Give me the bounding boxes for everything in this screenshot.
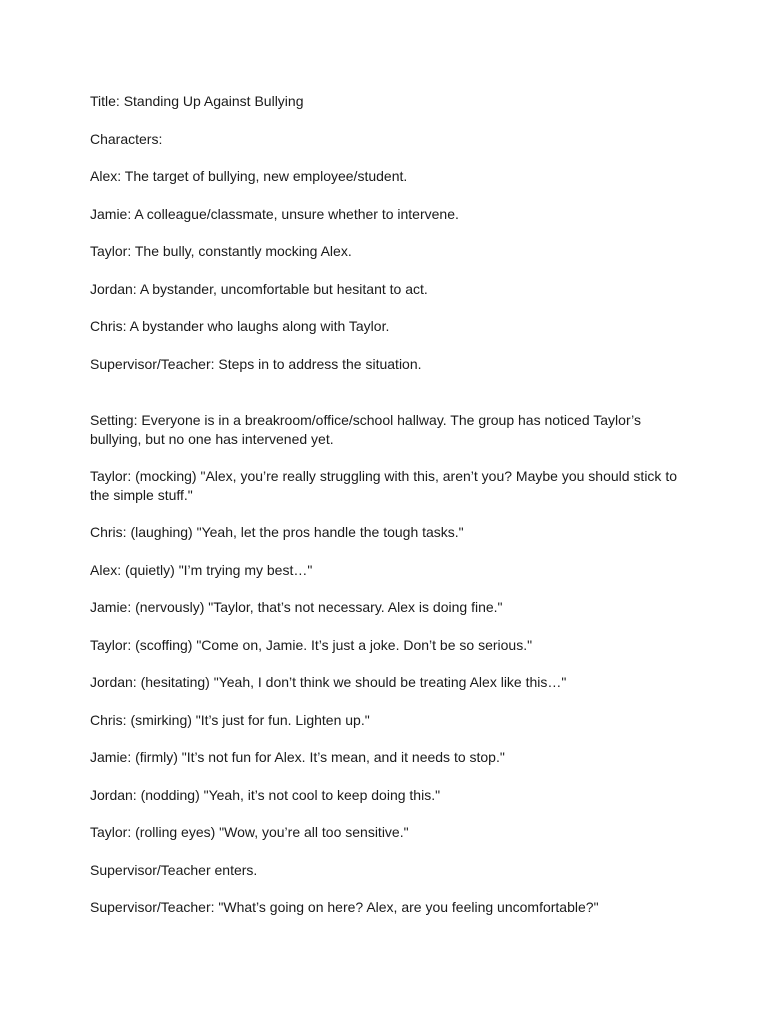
dialogue-line: Jordan: (nodding) "Yeah, it’s not cool to keep doing this." bbox=[90, 787, 441, 803]
dialogue-line: Taylor: (mocking) "Alex, you’re really struggling with this, aren’t you? Maybe you should stick to the simple stuff." bbox=[90, 468, 678, 503]
character-jordan: Jordan: A bystander, uncomfortable but hesitant to act. bbox=[90, 281, 428, 297]
stage-direction: Supervisor/Teacher enters. bbox=[90, 862, 258, 878]
dialogue-line: Jamie: (nervously) "Taylor, that’s not necessary. Alex is doing fine." bbox=[90, 599, 503, 615]
character-taylor: Taylor: The bully, constantly mocking Alex. bbox=[90, 243, 352, 259]
character-chris: Chris: A bystander who laughs along with Taylor. bbox=[90, 318, 390, 334]
document-title: Title: Standing Up Against Bullying bbox=[90, 93, 304, 109]
dialogue-line: Jordan: (hesitating) "Yeah, I don’t think we should be treating Alex like this…" bbox=[90, 674, 567, 690]
dialogue-line: Taylor: (rolling eyes) "Wow, you’re all too sensitive." bbox=[90, 824, 409, 840]
dialogue-line: Taylor: (scoffing) "Come on, Jamie. It’s just a joke. Don’t be so serious." bbox=[90, 637, 533, 653]
dialogue-line: Jamie: (firmly) "It’s not fun for Alex. It’s mean, and it needs to stop." bbox=[90, 749, 505, 765]
character-supervisor: Supervisor/Teacher: Steps in to address the situation. bbox=[90, 356, 422, 372]
setting-paragraph: Setting: Everyone is in a breakroom/office/school hallway. The group has noticed Taylor’s bullying, but no one has intervened yet. bbox=[90, 412, 641, 447]
character-alex: Alex: The target of bullying, new employee/student. bbox=[90, 168, 408, 184]
dialogue-line: Chris: (laughing) "Yeah, let the pros handle the tough tasks." bbox=[90, 524, 464, 540]
characters-heading: Characters: bbox=[90, 131, 163, 147]
dialogue-line: Chris: (smirking) "It’s just for fun. Lighten up." bbox=[90, 712, 370, 728]
dialogue-line: Supervisor/Teacher: "What’s going on here? Alex, are you feeling uncomfortable?" bbox=[90, 899, 599, 915]
character-jamie: Jamie: A colleague/classmate, unsure whether to intervene. bbox=[90, 206, 459, 222]
dialogue-line: Alex: (quietly) "I’m trying my best…" bbox=[90, 562, 313, 578]
